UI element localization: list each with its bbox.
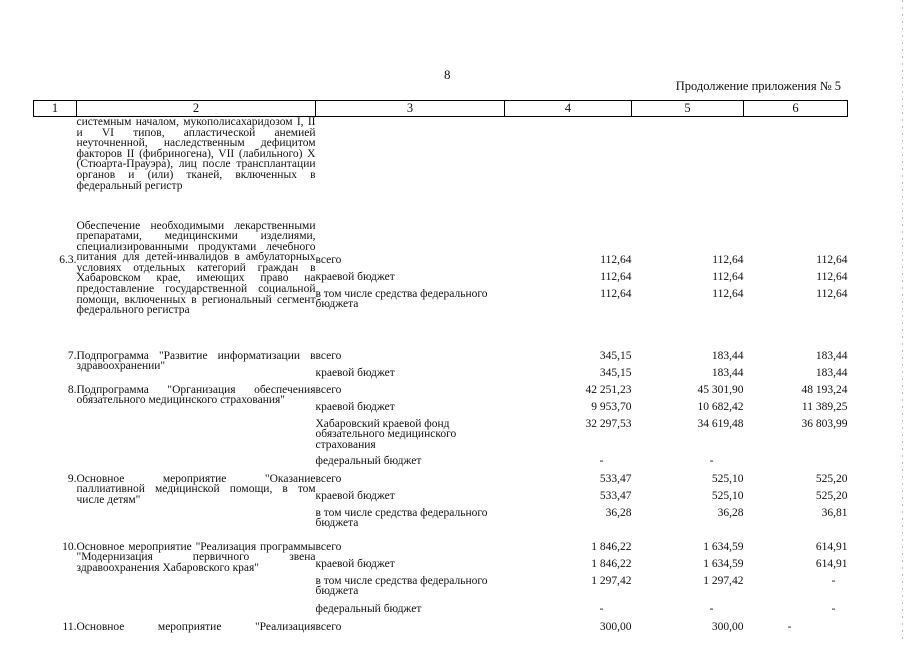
value-cell: 112,64 [600,253,632,266]
value-cell: - [831,574,836,587]
value-cell: 525,10 [711,472,744,485]
value-cell: 525,10 [711,489,744,502]
funding-sources [316,385,505,474]
value-cell: 614,91 [815,557,848,570]
value-cell: 1 846,22 [591,557,632,570]
value-cell: 112,64 [712,270,744,283]
table-row [34,474,848,542]
value-cell: 300,00 [711,620,744,633]
value-cell: 112,64 [712,253,744,266]
funding-source: всего [315,472,342,485]
row-number: 9. [67,472,77,485]
value-cell: 300,00 [599,620,632,633]
funding-source: всего [315,253,342,266]
value-cell: 1 634,59 [703,557,744,570]
row-description: Подпрограмма "Организация обеспечения обязательного медицинского страхования" [76,383,316,407]
value-cell: 183,44 [815,349,848,362]
value-cell: 345,15 [599,366,632,379]
value-cell: - [709,454,714,467]
page-number: 8 [444,67,451,82]
column-header-1: 1 [34,101,77,117]
value-cell: 36,81 [821,506,848,519]
value-cell: 112,64 [600,287,632,300]
value-cell: 112,64 [816,287,848,300]
row-description: Основное мероприятие "Реализация [76,620,316,633]
funding-source: всего [315,620,342,633]
value-cell: 112,64 [816,253,848,266]
row-number: 11. [62,620,77,633]
funding-source: всего [315,383,342,396]
row-number [34,117,77,221]
scan-edge-marks [902,0,903,640]
value-cell [744,456,848,473]
funding-source: в том числе средства федерального бюджета [315,574,488,598]
column-4-values [505,385,632,474]
funding-sources [316,221,505,351]
column-5-values [632,385,744,474]
funding-source: краевой бюджет [315,489,395,502]
value-cell: 11 389,25 [801,400,848,413]
value-cell: 34 619,48 [697,417,744,430]
column-6-values [744,351,848,385]
column-5-values [632,351,744,385]
funding-source: краевой бюджет [315,270,395,283]
table-row [34,622,848,646]
value-cell: - [599,602,604,615]
value-cell: - [709,602,714,615]
column-header-6: 6 [744,101,848,117]
value-cell: 183,44 [711,366,744,379]
funding-sources [316,542,505,622]
table-row [34,385,848,474]
value-cell: 112,64 [600,270,632,283]
column-4-values [505,474,632,542]
value-cell: 533,47 [599,472,632,485]
value-cell: 525,20 [815,489,848,502]
value-cell: 525,20 [815,472,848,485]
column-6-values [744,221,848,351]
row-number: 10. [62,540,77,553]
table-row [34,542,848,622]
continuation-label: Продолжение приложения № 5 [675,79,841,93]
row-description: Подпрограмма "Развитие информатизации в здравоохранении" [76,349,316,373]
budget-table [33,100,848,646]
funding-source: краевой бюджет [315,400,395,413]
column-5-values [632,542,744,622]
column-header-2: 2 [77,101,316,117]
value-cell: 36,28 [717,506,744,519]
funding-sources [316,351,505,385]
column-4-values [505,221,632,351]
column-header-3: 3 [316,101,505,117]
value-cell: - [831,602,836,615]
funding-source: в том числе средства федерального бюджета [315,287,488,311]
column-6-values [744,385,848,474]
column-5-values [632,221,744,351]
value-cell: 36 803,99 [801,417,848,430]
column-header-4: 4 [505,101,632,117]
funding-source: в том числе средства федерального бюджета [315,506,488,530]
row-number: 8. [67,383,77,396]
funding-source: федеральный бюджет [315,454,422,467]
value-cell: 42 251,23 [585,383,632,396]
value-cell: 45 301,90 [697,383,744,396]
table-row [34,351,848,385]
value-cell: 1 297,42 [703,574,744,587]
funding-source: всего [315,540,342,553]
funding-source: краевой бюджет [315,557,395,570]
value-cell: 32 297,53 [585,417,632,430]
value-cell: 1 297,42 [591,574,632,587]
column-4-values [505,542,632,622]
column-6-values [744,542,848,622]
value-cell: 36,28 [605,506,632,519]
value-cell: 1 634,59 [703,540,744,553]
column-5-values [632,474,744,542]
funding-sources [316,474,505,542]
row-description: системным началом, мукополисахаридозом I, II и VI типов, апластической анемией неуточненной, наследственным дефицитом факторов II (фибриногена), VII (лабильного) X (Стюарта-Прауэра), лиц после трансплантации органов и (или) тканей, включенных в федеральный регистр [76,116,316,192]
table-row [34,117,848,221]
column-number-header [34,101,848,117]
column-6-values [744,474,848,542]
value-cell: - [787,620,792,633]
value-cell: 9 953,70 [591,400,632,413]
column-4-values [505,351,632,385]
funding-source: Хабаровский краевой фонд обязательного медицинского страхования [315,417,457,451]
row-number: 6.3. [59,253,77,266]
table-row [34,221,848,351]
value-cell: 1 846,22 [591,540,632,553]
row-description: Основное мероприятие "Оказание паллиативной медицинской помощи, в том числе детям" [76,472,316,506]
funding-source: краевой бюджет [315,366,395,379]
value-cell: 183,44 [711,349,744,362]
column-header-5: 5 [632,101,744,117]
value-cell: - [599,454,604,467]
funding-source: федеральный бюджет [315,602,422,615]
value-cell: 112,64 [816,270,848,283]
row-number: 7. [67,349,77,362]
value-cell: 533,47 [599,489,632,502]
funding-source: всего [315,349,342,362]
value-cell: 183,44 [815,366,848,379]
row-description: Обеспечение необходимыми лекарственными препаратами, медицинскими изделиями, специализированными продуктами лечебного питания для детей-инвалидов в амбулаторных условиях отдельных категорий граждан в Хабаровском крае, имеющих право на предоставление государственной социальной помощи, включенных в региональный сегмент федерального регистра [76,219,316,317]
value-cell: 112,64 [712,287,744,300]
value-cell: 10 682,42 [697,400,744,413]
value-cell: 614,91 [815,540,848,553]
value-cell: 48 193,24 [801,383,848,396]
value-cell: 345,15 [599,349,632,362]
row-description: Основное мероприятие "Реализация программы "Модернизация первичного звена здравоохранения Хабаровского края" [76,540,316,574]
